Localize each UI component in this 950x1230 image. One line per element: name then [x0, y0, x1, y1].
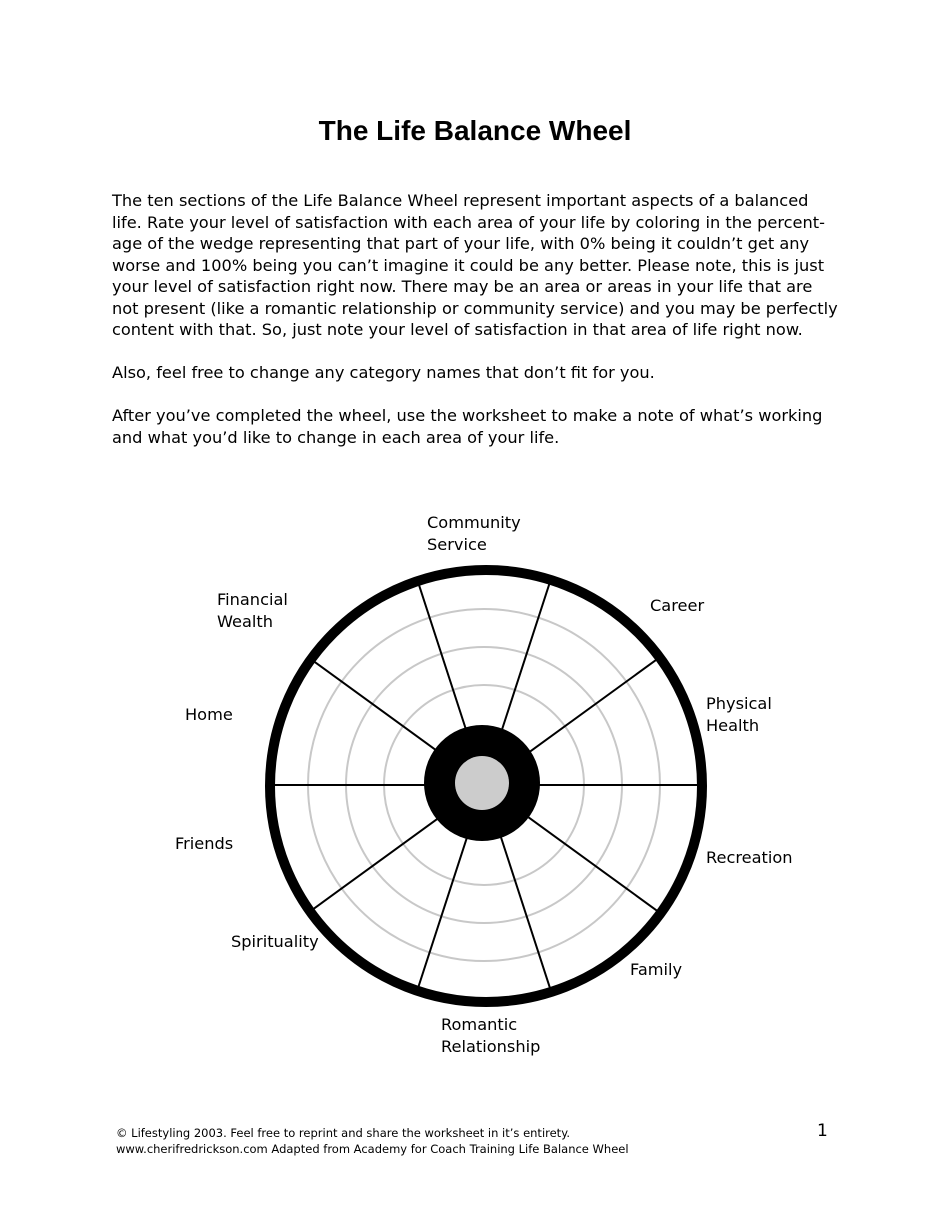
label-recreation: Recreation [706, 848, 793, 867]
wheel-spoke [417, 837, 467, 992]
label-physical-health: Physical Health [706, 694, 772, 735]
attribution-line: www.cherifredrickson.com Adapted from Academy for Coach Training Life Balance Wheel [116, 1142, 629, 1156]
label-romantic-relationship: Romantic Relationship [441, 1015, 541, 1056]
worksheet-note-paragraph: After you’ve completed the wheel, use the worksheet to make a note of what’s working and what you’d like to change in each area of your life. [112, 406, 823, 447]
wheel-spoke [417, 578, 467, 733]
label-home: Home [185, 705, 233, 724]
label-community-service: Community Service [427, 513, 521, 554]
footer [116, 1125, 629, 1157]
wheel-spoke [501, 578, 551, 733]
copyright-line: © Lifestyling 2003. Feel free to reprint and share the worksheet in it’s entirety. [116, 1126, 571, 1140]
label-financial-wealth: Financial Wealth [217, 590, 288, 631]
label-spirituality: Spirituality [231, 932, 319, 951]
label-family: Family [630, 960, 683, 979]
label-career: Career [650, 596, 705, 615]
wheel-center [455, 756, 509, 810]
wheel-spoke [501, 837, 551, 992]
intro-paragraph: The ten sections of the Life Balance Wheel represent important aspects of a balanced life. Rate your level of satisfaction with each area of your life by coloring in the percent-age of the wedge representing that part of your life, with 0% being it couldn’t get any worse and 100% being you can’t imagine it could be any better. Please note, this is just your level of satisfaction right now. There may be an area or areas in your life that are not present (like a romantic relationship or community service) and you may be perfectly content with that. So, just note your level of satisfaction in that area of life right now. [112, 191, 838, 339]
category-note-paragraph: Also, feel free to change any category names that don’t fit for you. [112, 363, 655, 382]
label-friends: Friends [175, 834, 234, 853]
page-number: 1 [817, 1121, 828, 1141]
page-title: The Life Balance Wheel [318, 115, 632, 146]
